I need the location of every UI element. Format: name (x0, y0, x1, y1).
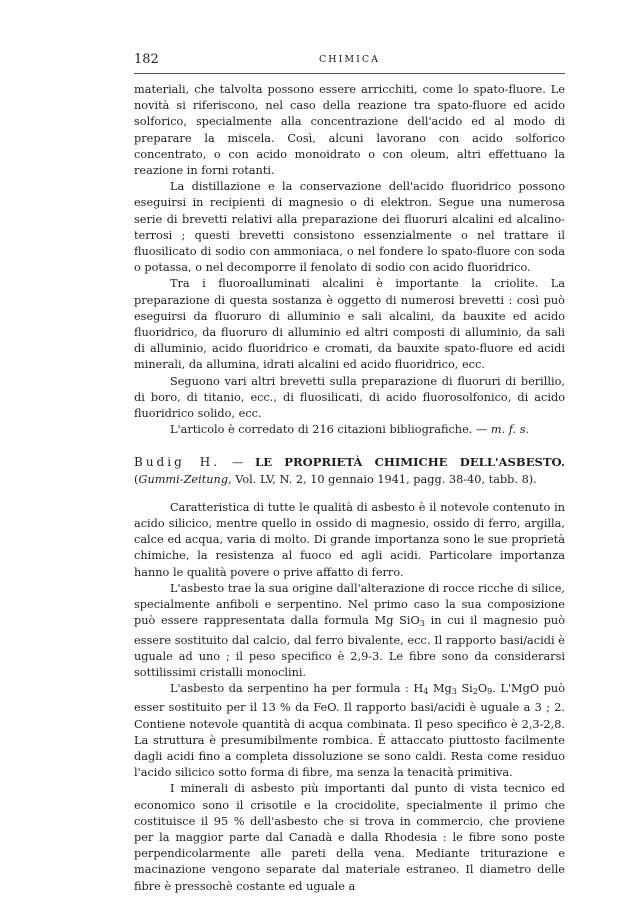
origin-text-b: in cui il magnesio può essere sostituito dal calcio, dal ferro bivalente, ecc. Il rapporto basi/acidi è uguale ad uno ; il peso specifico è 2,9-3. Le fibre sono da considerarsi sottilissimi cristalli monoclini. (134, 614, 565, 679)
page-body (134, 82, 565, 895)
entry-dash: — (220, 456, 256, 470)
origin-text-a: L'asbesto trae la sua origine dall'alterazione di rocce ricche di silice, specialmente anfiboli e serpentino. Nel primo caso la sua composizione può essere rappresentata dalla formula Mg SiO (134, 581, 565, 628)
serpentine-text-e: . L'MgO può esser sostituito per il 13 % da FeO. Il rapporto basi/acidi è uguale a 3 ; 2. Contiene notevole quantità di acqua combinata. Il peso specifico è 2,3-2,8. La struttura è presumibilmente rombica. È attaccato piuttosto facilmente dagli acidi fino a completa dissoluzione se sono caldi. Resta come residuo l'acido silicico sotto forma di fibre, ma senza la tenacità primitiva. (134, 682, 566, 780)
entry-heading (134, 454, 565, 487)
serpentine-text-b: Mg (428, 682, 452, 696)
formula-subscript: 2 (472, 687, 478, 697)
paragraph-asbestos-origin (134, 581, 565, 681)
formula-subscript: 9 (487, 687, 493, 697)
formula-subscript: 4 (423, 687, 429, 697)
serpentine-text-c: Si (456, 682, 473, 696)
formula-subscript: 3 (419, 619, 425, 629)
paragraph-fluoroaluminates: Tra i fluoroalluminati alcalini è importante la criolite. La preparazione di questa sostanza è oggetto di numerosi brevetti : così può eseguirsi da fluoruro di alluminio e sali alcalini, da bauxite ed acido fluoridrico, da fluoruro di alluminio ed altri composti di alluminio, da sali di alluminio, acido fluoridrico e cromati, da bauxite spato-fluore ed acidi minerali, da allumina, idrati alcalini ed acido fluoridrico, ecc. (134, 277, 565, 372)
page-number: 182 (134, 52, 159, 67)
entry-ref-details: Vol. LV, N. 2, 10 gennaio 1941, pagg. 38-40, tabb. 8). (231, 472, 537, 486)
paragraph-asbestos-characteristics: Caratteristica di tutte le qualità di asbesto è il notevole contenuto in acido silicico, mentre quello in ossido di magnesio, ossido di ferro, argilla, calce ed acqua, varia di molto. Di grande importanza sono le sue proprietà chimiche, la resistenza al fuoco ed agli acidi. Particolare importanza hanno le qualità povere o prive affatto di ferro. (134, 500, 565, 579)
section-gap (134, 488, 565, 500)
paragraph-bibliography-note (134, 422, 565, 438)
paragraph-asbestos-minerals: I minerali di asbesto più importanti dal punto di vista tecnico ed economico sono il crisotile e la crocidolite, specialmente il primo che costituisce il 95 % dell'asbesto che si trova in commercio, che proviene per la maggior parte dal Canadà e dalla Rhodesia : le fibre sono poste perpendicolarmente alle pareti della vena. Mediante triturazione e macinazione vengono separate dal materiale estraneo. Il diametro delle fibre è pressochè costante ed uguale a (134, 782, 565, 893)
bibliography-note-text: L'articolo è corredato di 216 citazioni bibliografiche. — (170, 423, 491, 437)
header-rule (134, 73, 565, 74)
section-gap (134, 438, 565, 450)
paragraph-serpentine-formula (134, 681, 565, 781)
entry-ref-open: ( (134, 472, 139, 486)
paragraph-distillation: La distillazione e la conservazione dell'acido fluoridrico possono eseguirsi in recipienti di magnesio o di elektron. Segue una numerosa serie di brevetti relativi alla preparazione dei fluoruri alcalini ed alcalino-terrosi ; questi brevetti consistono essenzialmente o nel trattare il fluosilicato di sodio con ammoniaca, o nel fondere lo spato-fluore con soda o potassa, o nel decomporre il fenolato di sodio con acido fluoridrico. (134, 180, 565, 275)
serpentine-text-d: O (477, 682, 488, 696)
paragraph-other-patents: Seguono vari altri brevetti sulla preparazione di fluoruri di berillio, di boro, di titanio, ecc., di fluosilicati, di acido fluorosolfonico, di acido fluoridrico solido, ecc. (134, 374, 565, 421)
paragraph-continued: materiali, che talvolta possono essere arricchiti, come lo spato-fluore. Le novità si riferiscono, nel caso della reazione tra spato-fluore ed acido solforico, specialmente alla concentrazione dell'acido ed al modo di preparare la miscela. Così, alcuni lavorano con acido solforico concentrato, o con acido monoidrato o con oleum, altri effettuano la reazione in forni rotanti. (134, 83, 565, 178)
reviewer-signature: m. f. s. (490, 423, 530, 437)
formula-subscript: 3 (451, 687, 457, 697)
running-title: CHIMICA (319, 54, 380, 65)
entry-author: Budig H. (134, 455, 221, 470)
page-header (134, 52, 565, 72)
entry-journal: Gummi-Zeitung, (138, 472, 232, 486)
serpentine-text-a: L'asbesto da serpentino ha per formula : H (170, 682, 424, 696)
entry-title: LE PROPRIETÀ CHIMICHE DELL'ASBESTO. (255, 455, 565, 470)
